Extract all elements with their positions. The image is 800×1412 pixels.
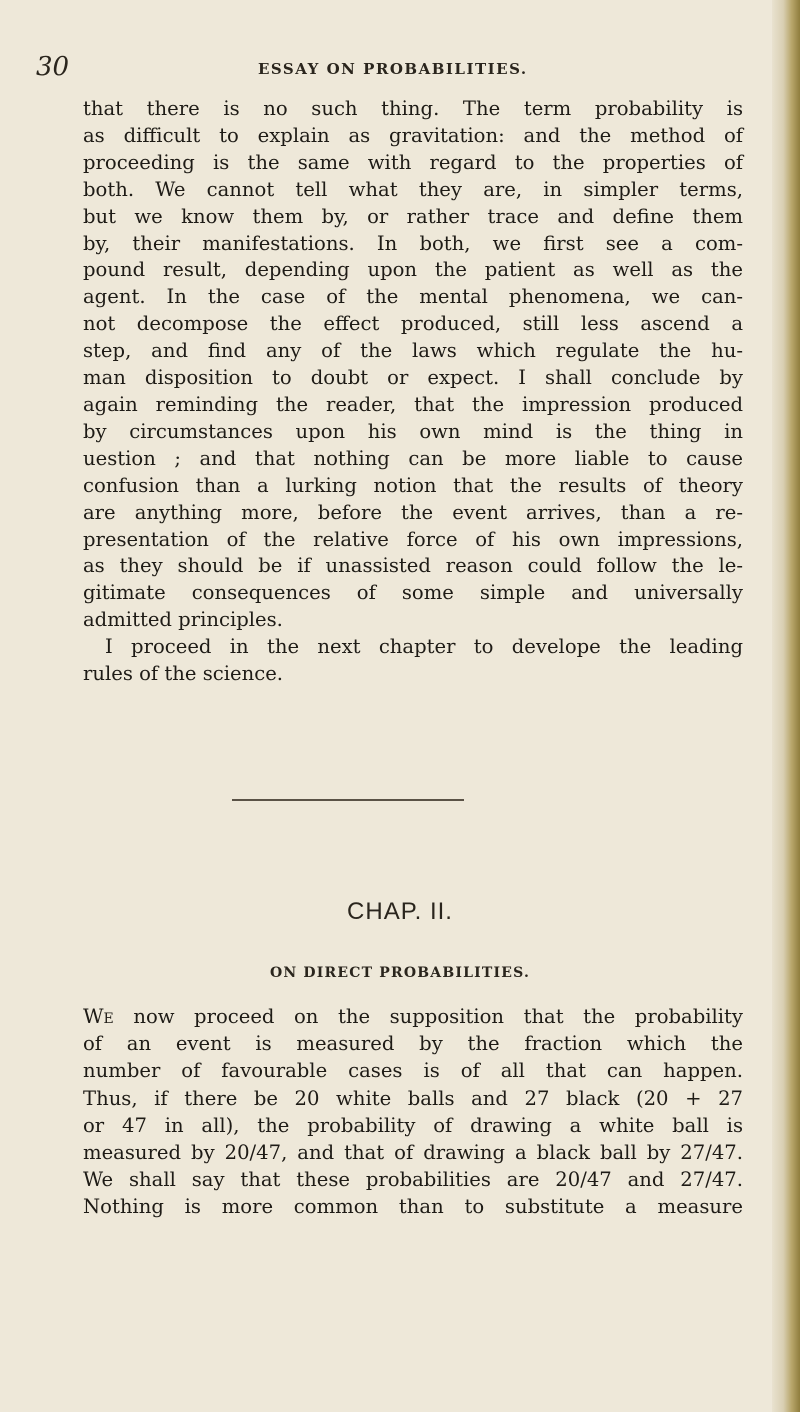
text-line: but we know them by, or rather trace and define them bbox=[83, 204, 743, 228]
body-text-section-1 bbox=[83, 96, 743, 688]
text-line: Nothing is more common than to substitute a measure bbox=[83, 1195, 743, 1219]
text-line-rest: now proceed on the supposition that the probability bbox=[113, 1005, 743, 1028]
text-line: admitted principles. bbox=[83, 608, 283, 632]
chapter-subtitle: ON DIRECT PROBABILITIES. bbox=[269, 965, 531, 981]
text-line: as difficult to explain as gravitation: and the method of bbox=[83, 123, 743, 147]
text-line: Thus, if there be 20 white balls and 27 black (20 + 27 bbox=[83, 1086, 743, 1110]
text-line: presentation of the relative force of his own impressions, bbox=[83, 527, 743, 551]
text-line: measured by 20/47, and that of drawing a black ball by 27/47. bbox=[83, 1141, 743, 1165]
text-line: by, their manifestations. In both, we first see a com- bbox=[83, 231, 743, 255]
page-edge bbox=[772, 0, 800, 1412]
first-word: We bbox=[83, 1004, 114, 1028]
text-line: by circumstances upon his own mind is the thing in bbox=[83, 419, 743, 443]
text-line: number of favourable cases is of all that can happen. bbox=[83, 1059, 743, 1083]
chapter-title: CHAP. II. bbox=[347, 898, 453, 925]
text-line: uestion ; and that nothing can be more liable to cause bbox=[83, 446, 743, 470]
text-line: both. We cannot tell what they are, in simpler terms, bbox=[83, 177, 743, 201]
text-line: agent. In the case of the mental phenomena, we can- bbox=[83, 285, 743, 309]
text-line: again reminding the reader, that the impression produced bbox=[83, 392, 743, 416]
text-line: of an event is measured by the fraction which the bbox=[83, 1032, 743, 1056]
text-line: We shall say that these probabilities are 20/47 and 27/47. bbox=[83, 1168, 743, 1192]
text-line: step, and find any of the laws which regulate the hu- bbox=[83, 339, 743, 363]
text-line: pound result, depending upon the patient as well as the bbox=[83, 258, 743, 282]
section-divider bbox=[232, 799, 464, 801]
text-line: I proceed in the next chapter to develope the leading bbox=[105, 635, 743, 659]
running-head: ESSAY ON PROBABILITIES. bbox=[258, 60, 528, 78]
text-line: are anything more, before the event arrives, than a re- bbox=[83, 500, 743, 524]
text-line: rules of the science. bbox=[83, 662, 284, 686]
text-line: confusion than a lurking notion that the results of theory bbox=[83, 473, 743, 497]
body-text-section-2 bbox=[83, 1003, 743, 1221]
text-line: not decompose the effect produced, still less ascend a bbox=[83, 312, 743, 336]
text-line: that there is no such thing. The term probability is bbox=[83, 97, 743, 120]
text-line: gitimate consequences of some simple and universally bbox=[83, 581, 743, 605]
text-line: as they should be if unassisted reason could follow the le- bbox=[83, 554, 743, 578]
text-line: man disposition to doubt or expect. I shall conclude by bbox=[83, 366, 743, 390]
text-line: proceeding is the same with regard to the properties of bbox=[83, 150, 743, 174]
text-line bbox=[83, 1003, 743, 1030]
page-number: 30 bbox=[36, 52, 70, 82]
text-line: or 47 in all), the probability of drawing a white ball is bbox=[83, 1113, 743, 1137]
